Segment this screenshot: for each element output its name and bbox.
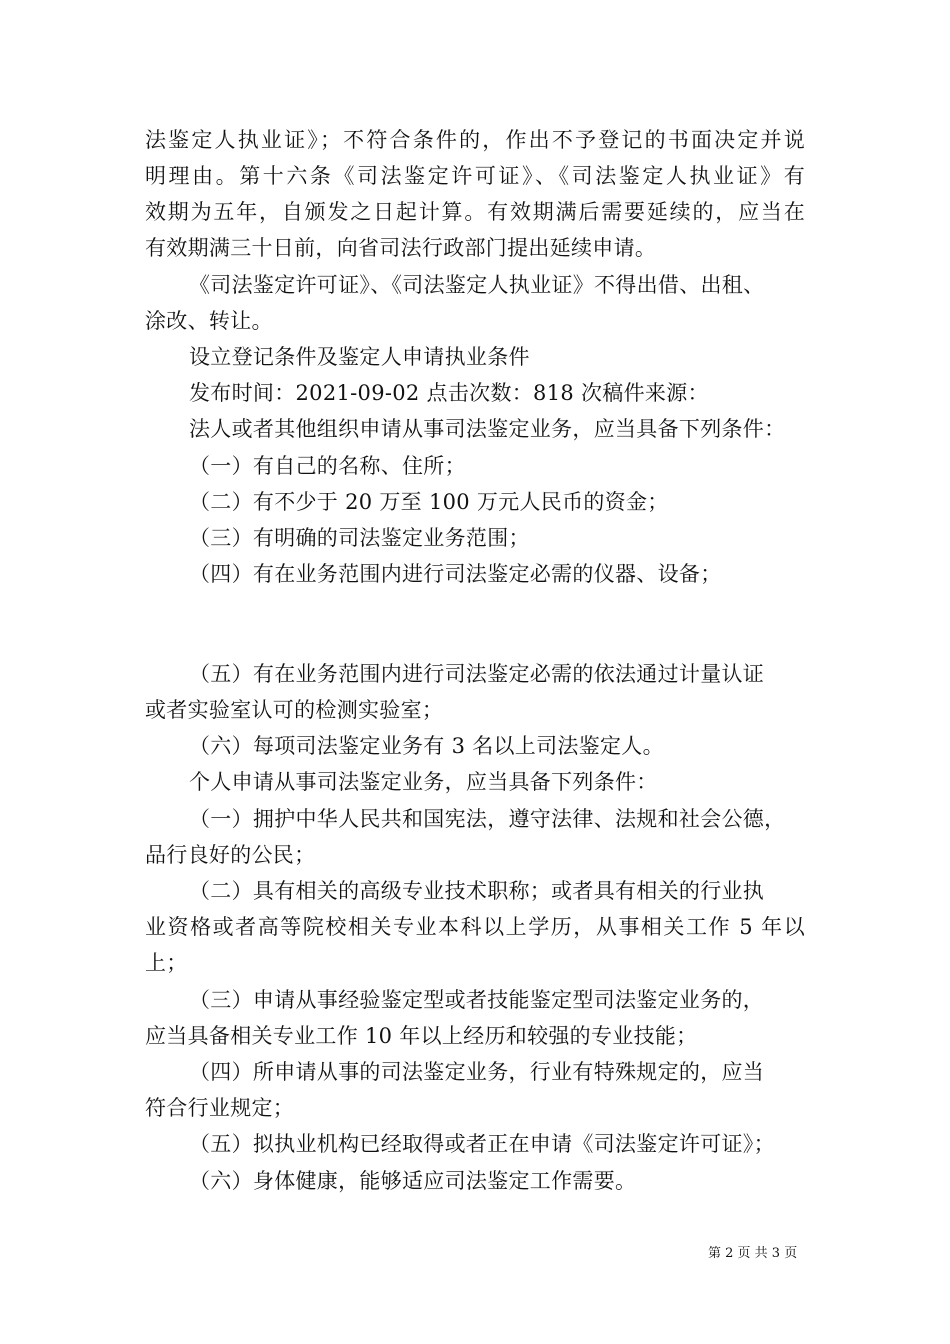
- text-line-4: 有效期满三十日前，向省司法行政部门提出延续申请。: [145, 236, 657, 260]
- text-line-9: 法人或者其他组织申请从事司法鉴定业务，应当具备下列条件：: [189, 417, 786, 441]
- list-item-continuation: 应当具备相关专业工作 10 年以上经历和较强的专业技能；: [145, 1024, 698, 1048]
- list-item: （五）拟执业机构已经取得或者正在申请《司法鉴定许可证》；: [189, 1132, 775, 1156]
- section-title: 设立登记条件及鉴定人申请执业条件: [189, 345, 530, 369]
- text-line-3: 效期为五年，自颁发之日起计算。有效期满后需要延续的，应当在: [145, 200, 805, 224]
- text-line-2: 明理由。第十六条《司法鉴定许可证》、《司法鉴定人执业证》有: [145, 164, 805, 188]
- list-item: （六）每项司法鉴定业务有 3 名以上司法鉴定人。: [189, 734, 664, 758]
- list-item-continuation: 上；: [145, 951, 188, 975]
- text-line-5: 《司法鉴定许可证》、《司法鉴定人执业证》不得出借、出租、: [189, 273, 765, 297]
- list-item: （二）具有相关的高级专业技术职称；或者具有相关的行业执: [189, 879, 765, 903]
- list-item-continuation: 业资格或者高等院校相关专业本科以上学历，从事相关工作 5 年以: [145, 915, 805, 939]
- list-item-continuation: 品行良好的公民；: [145, 843, 316, 867]
- publish-info: 发布时间：2021-09-02 点击次数：818 次稿件来源：: [189, 381, 709, 405]
- list-item-continuation: 符合行业规定；: [145, 1096, 295, 1120]
- list-item: （三）申请从事经验鉴定型或者技能鉴定型司法鉴定业务的，: [189, 988, 765, 1012]
- list-item: （五）有在业务范围内进行司法鉴定必需的依法通过计量认证: [189, 662, 765, 686]
- text-line-1: 法鉴定人执业证》；不符合条件的，作出不予登记的书面决定并说: [145, 128, 805, 152]
- text-line-17: 个人申请从事司法鉴定业务，应当具备下列条件：: [189, 770, 658, 794]
- list-item: （四）有在业务范围内进行司法鉴定必需的仪器、设备；: [189, 562, 722, 586]
- list-item: （六）身体健康，能够适应司法鉴定工作需要。: [189, 1169, 637, 1193]
- text-line-6: 涂改、转让。: [145, 309, 273, 333]
- list-item-continuation: 或者实验室认可的检测实验室；: [145, 698, 444, 722]
- list-item: （四）所申请从事的司法鉴定业务，行业有特殊规定的，应当: [189, 1060, 765, 1084]
- list-item: （一）拥护中华人民共和国宪法，遵守法律、法规和社会公德，: [189, 807, 786, 831]
- page-number: 第 2 页 共 3 页: [708, 1246, 798, 1261]
- list-item: （一）有自己的名称、住所；: [189, 454, 466, 478]
- list-item: （二）有不少于 20 万至 100 万元人民币的资金；: [189, 490, 669, 514]
- list-item: （三）有明确的司法鉴定业务范围；: [189, 526, 530, 550]
